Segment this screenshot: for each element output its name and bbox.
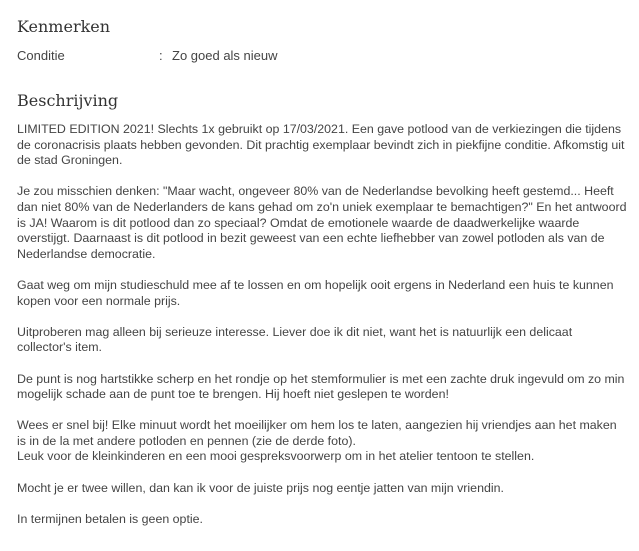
- description-paragraph: Wees er snel bij! Elke minuut wordt het moeilijker om hem los te laten, aangezien hij vriendjes aan het maken is in de la met andere potloden en pennen (zie de derde foto). Leuk voor de kleinkinderen en een mooi gespreksvoorwerp om in het atelier tentoon te stellen.: [17, 418, 617, 464]
- description-paragraph: Gaat weg om mijn studieschuld mee af te lossen en om hopelijk ooit ergens in Nederland een huis te kunnen kopen voor een normale prijs.: [17, 277, 614, 308]
- description-body: [17, 122, 629, 543]
- description-paragraph: Mocht je er twee willen, dan kan ik voor de juiste prijs nog eentje jatten van mijn vriendin.: [17, 480, 504, 495]
- attribute-value: Zo goed als nieuw: [172, 48, 278, 63]
- attribute-row-conditie: [17, 48, 278, 64]
- description-paragraph: Uitproberen mag alleen bij serieuze interesse. Liever doe ik dit niet, want het is natuurlijk een delicaat collector's item.: [17, 324, 573, 355]
- description-paragraph: De punt is nog hartstikke scherp en het rondje op het stemformulier is met een zachte druk ingevuld om zo min mogelijk schade aan de punt toe te brengen. Hij hoeft niet geslepen te worden!: [17, 371, 625, 402]
- attribute-label: Conditie: [17, 48, 65, 63]
- description-paragraph: In termijnen betalen is geen optie.: [17, 511, 203, 526]
- attribute-separator: :: [159, 48, 163, 63]
- kenmerken-heading: Kenmerken: [17, 17, 111, 36]
- beschrijving-heading: Beschrijving: [17, 91, 119, 110]
- description-paragraph: LIMITED EDITION 2021! Slechts 1x gebruikt op 17/03/2021. Een gave potlood van de verkiezingen die tijdens de coronacrisis plaats hebben gevonden. Dit prachtig exemplaar bevindt zich in piekfijne conditie. Afkomstig uit de stad Groningen.: [17, 122, 625, 168]
- description-paragraph: Je zou misschien denken: "Maar wacht, ongeveer 80% van de Nederlandse bevolking heeft gestemd... Heeft dan niet 80% van de Nederlanders de kans gehad om zo'n uniek exemplaar te bemachtigen?" En het antwoord is JA! Waarom is dit potlood dan zo speciaal? Omdat de emotionele waarde de daadwerkelijke waarde overstijgt. Daarnaast is dit potlood in bezit geweest van een echte liefhebber van zowel potloden als van de Nederlandse democratie.: [17, 184, 627, 261]
